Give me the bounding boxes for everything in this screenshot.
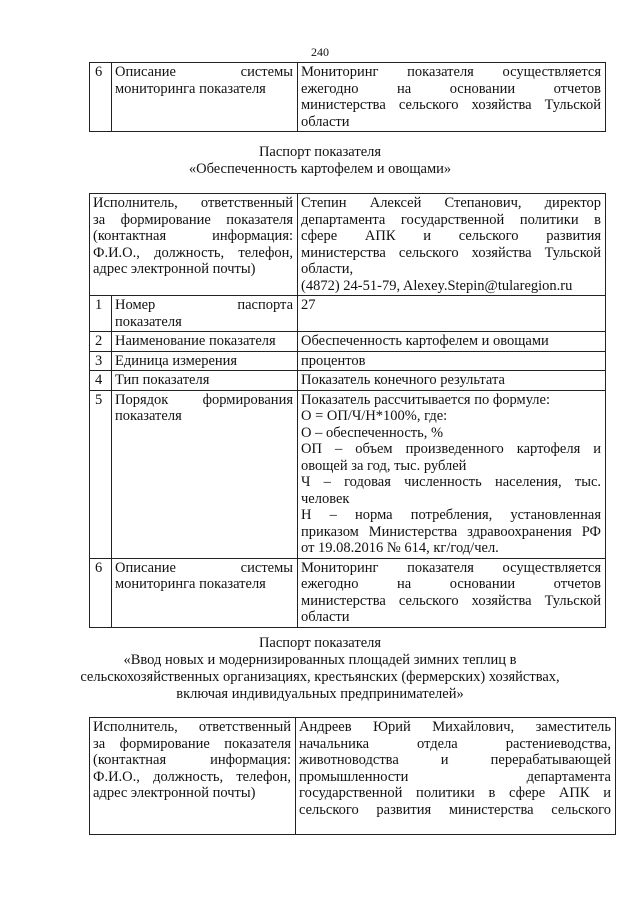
executor-value: Андреев Юрий Михайлович, заместитель начальника отдела растениеводства, животноводства и перерабатывающей промышленности департамента государственной политики в сфере АПК и сельского развития министерства сельского [296,718,616,835]
table-row [90,351,606,371]
table-row [90,371,606,391]
row-label: Тип показателя [112,371,298,391]
row-label: Описание системы мониторинга показателя [112,558,298,627]
row-number: 1 [90,296,112,332]
table-row [90,296,606,332]
row-number: 3 [90,351,112,371]
page-number: 240 [311,45,329,59]
table-row [90,558,606,627]
row-label: Единица измерения [112,351,298,371]
row-label: Описание системы мониторинга показателя [112,63,298,132]
row-value: Мониторинг показателя осуществляется ежегодно на основании отчетов министерства сельского хозяйства Тульской области [298,63,606,132]
row-number: 2 [90,332,112,352]
row-label: Номер паспорта показателя [112,296,298,332]
passport1-table [89,193,606,628]
passport1-title: Паспорт показателя [258,144,382,160]
row-value: 27 [298,296,606,332]
executor-value: Степин Алексей Степанович, директор департамента государственной политики в сфере АПК и сельского развития министерства сельского хозяйства Тульской области, (4872) 24-51-79, Alexey.Stepin@tularegion.ru [298,194,606,296]
row-value: Обеспеченность картофелем и овощами [298,332,606,352]
executor-label: Исполнитель, ответственный за формирование показателя (контактная информация: Ф.И.О., должность, телефон, адрес электронной почты) [90,194,298,296]
passport2-title: Паспорт показателя [258,635,382,651]
executor-label: Исполнитель, ответственный за формирование показателя (контактная информация: Ф.И.О., должность, телефон, адрес электронной почты) [90,718,296,835]
row-value: Мониторинг показателя осуществляется ежегодно на основании отчетов министерства сельского хозяйства Тульской области [298,558,606,627]
passport2-subtitle-line3: включая индивидуальных предпринимателей» [176,686,464,702]
table-row [90,194,606,296]
passport2-table [89,717,616,835]
row-value: процентов [298,351,606,371]
table-row [90,63,606,132]
continuation-table [89,62,606,132]
row-label: Наименование показателя [112,332,298,352]
row-value: Показатель рассчитывается по формуле: О = ОП/Ч/Н*100%, где: О – обеспеченность, % ОП – объем произведенного картофеля и овощей за год, тыс. рублей Ч – годовая численность населения, тыс. человек Н – норма потребления, установленная приказом Министерства здравоохранения РФ от 19.08.2016 № 614, кг/год/чел. [298,390,606,558]
row-number: 5 [90,390,112,558]
table-row [90,390,606,558]
passport2-subtitle-line1: «Ввод новых и модернизированных площадей зимних теплиц в [123,652,517,668]
passport1-subtitle: «Обеспеченность картофелем и овощами» [188,161,452,177]
row-value: Показатель конечного результата [298,371,606,391]
row-number: 6 [90,63,112,132]
row-number: 6 [90,558,112,627]
row-number: 4 [90,371,112,391]
row-label: Порядок формирования показателя [112,390,298,558]
passport1-heading [0,144,640,178]
passport2-subtitle-line2: сельскохозяйственных организациях, крестьянских (фермерских) хозяйствах, [80,669,560,685]
table-row [90,718,616,835]
table-row [90,332,606,352]
passport2-heading [0,635,640,703]
